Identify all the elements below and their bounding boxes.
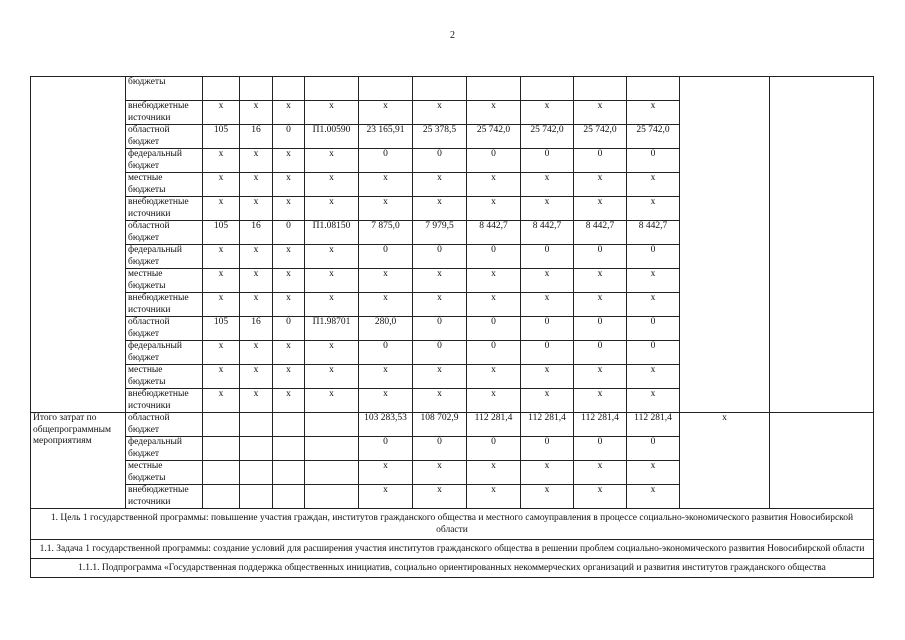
value-cell: x <box>359 197 413 221</box>
funding-source-cell: внебюджетные источники <box>126 293 203 317</box>
value-cell: 0 <box>627 341 680 365</box>
value-cell: x <box>413 389 467 413</box>
value-cell: x <box>240 197 273 221</box>
value-cell: 0 <box>467 245 521 269</box>
value-cell: x <box>305 389 359 413</box>
funding-source-cell: местные бюджеты <box>126 269 203 293</box>
value-cell: x <box>413 365 467 389</box>
funding-source-cell: внебюджетные источники <box>126 389 203 413</box>
value-cell <box>240 461 273 485</box>
value-cell: x <box>413 485 467 509</box>
value-cell: 16 <box>240 317 273 341</box>
value-cell: x <box>273 197 305 221</box>
value-cell: 0 <box>273 317 305 341</box>
value-cell: x <box>627 389 680 413</box>
value-cell <box>203 77 240 101</box>
value-cell <box>305 461 359 485</box>
value-cell: x <box>521 101 574 125</box>
value-cell: x <box>574 365 627 389</box>
value-cell: П1.08150 <box>305 221 359 245</box>
budget-table <box>30 76 874 578</box>
value-cell: 0 <box>574 245 627 269</box>
value-cell: 0 <box>467 317 521 341</box>
value-cell: x <box>305 101 359 125</box>
value-cell: 0 <box>359 245 413 269</box>
value-cell <box>203 437 240 461</box>
goal-row <box>31 509 874 540</box>
value-cell: x <box>273 149 305 173</box>
value-cell: 0 <box>627 437 680 461</box>
value-cell: x <box>521 173 574 197</box>
value-cell: x <box>521 293 574 317</box>
value-cell: x <box>467 173 521 197</box>
funding-source-cell: внебюджетные источники <box>126 197 203 221</box>
funding-source-cell: бюджеты <box>126 77 203 101</box>
value-cell: x <box>203 341 240 365</box>
value-cell <box>305 77 359 101</box>
goal-row-text: 1. Цель 1 государственной программы: повышение участия граждан, институтов гражданского общества и местного самоуправления в процессе социально-экономического развития Новосибирской области <box>31 509 874 540</box>
value-cell: x <box>467 365 521 389</box>
value-cell: П1.98701 <box>305 317 359 341</box>
value-cell: 0 <box>359 149 413 173</box>
value-cell: 0 <box>413 437 467 461</box>
value-cell: x <box>305 293 359 317</box>
value-cell: 280,0 <box>359 317 413 341</box>
value-cell: 108 702,9 <box>413 413 467 437</box>
value-cell: 112 281,4 <box>574 413 627 437</box>
value-cell <box>273 413 305 437</box>
funding-source-cell: федеральный бюджет <box>126 341 203 365</box>
value-cell: x <box>574 461 627 485</box>
value-cell: x <box>240 365 273 389</box>
funding-source-cell: местные бюджеты <box>126 173 203 197</box>
value-cell: x <box>467 389 521 413</box>
value-cell <box>203 485 240 509</box>
value-cell: x <box>627 461 680 485</box>
value-cell: 112 281,4 <box>627 413 680 437</box>
value-cell: 105 <box>203 221 240 245</box>
value-cell: x <box>203 293 240 317</box>
page-number: 2 <box>450 30 455 41</box>
value-cell: x <box>627 485 680 509</box>
value-cell: x <box>574 293 627 317</box>
value-cell: x <box>521 461 574 485</box>
value-cell: x <box>203 173 240 197</box>
value-cell: x <box>273 101 305 125</box>
value-cell: x <box>203 269 240 293</box>
value-cell: x <box>240 389 273 413</box>
value-cell <box>273 461 305 485</box>
funding-source-cell: областной бюджет <box>126 413 203 437</box>
value-cell: 0 <box>574 317 627 341</box>
value-cell: 0 <box>521 341 574 365</box>
value-cell: x <box>240 293 273 317</box>
value-cell: x <box>413 173 467 197</box>
value-cell <box>203 461 240 485</box>
value-cell: x <box>627 293 680 317</box>
table-row <box>31 77 874 101</box>
value-cell: x <box>305 173 359 197</box>
value-cell: 112 281,4 <box>467 413 521 437</box>
value-cell: x <box>521 269 574 293</box>
result-cell <box>680 77 770 413</box>
value-cell: 7 875,0 <box>359 221 413 245</box>
value-cell: x <box>305 269 359 293</box>
value-cell: x <box>203 365 240 389</box>
value-cell: 0 <box>467 437 521 461</box>
funding-source-cell: местные бюджеты <box>126 461 203 485</box>
value-cell: x <box>240 245 273 269</box>
value-cell: 23 165,91 <box>359 125 413 149</box>
value-cell: 25 378,5 <box>413 125 467 149</box>
funding-source-cell: местные бюджеты <box>126 365 203 389</box>
value-cell: x <box>359 173 413 197</box>
value-cell: x <box>467 293 521 317</box>
task-row-text: 1.1. Задача 1 государственной программы: создание условий для расширения участия институтов гражданского общества в решении проблем социально-экономического развития Новосибирской области <box>31 540 874 559</box>
value-cell: x <box>240 173 273 197</box>
value-cell: x <box>627 173 680 197</box>
funding-source-cell: федеральный бюджет <box>126 437 203 461</box>
value-cell: 0 <box>627 149 680 173</box>
value-cell: 0 <box>627 317 680 341</box>
value-cell: 0 <box>574 437 627 461</box>
value-cell <box>467 77 521 101</box>
value-cell: x <box>359 293 413 317</box>
value-cell: 105 <box>203 125 240 149</box>
value-cell: 25 742,0 <box>574 125 627 149</box>
value-cell <box>305 437 359 461</box>
value-cell <box>240 437 273 461</box>
funding-source-cell: внебюджетные источники <box>126 485 203 509</box>
value-cell: x <box>273 269 305 293</box>
value-cell: x <box>273 389 305 413</box>
value-cell: x <box>305 341 359 365</box>
value-cell: x <box>203 101 240 125</box>
value-cell: x <box>413 461 467 485</box>
value-cell: 0 <box>574 341 627 365</box>
value-cell: 103 283,53 <box>359 413 413 437</box>
funding-source-cell: внебюджетные источники <box>126 101 203 125</box>
value-cell: x <box>627 269 680 293</box>
value-cell: x <box>521 197 574 221</box>
funding-source-cell: областной бюджет <box>126 317 203 341</box>
value-cell: x <box>521 365 574 389</box>
value-cell: x <box>574 101 627 125</box>
value-cell: x <box>521 485 574 509</box>
value-cell: 112 281,4 <box>521 413 574 437</box>
value-cell: 8 442,7 <box>574 221 627 245</box>
value-cell: 0 <box>413 317 467 341</box>
value-cell: x <box>627 365 680 389</box>
value-cell <box>240 77 273 101</box>
value-cell: 0 <box>521 437 574 461</box>
value-cell <box>574 77 627 101</box>
value-cell: x <box>413 293 467 317</box>
value-cell: x <box>240 341 273 365</box>
value-cell: 0 <box>273 125 305 149</box>
subprogram-row <box>31 559 874 578</box>
value-cell: x <box>273 365 305 389</box>
value-cell: 0 <box>467 149 521 173</box>
value-cell: x <box>273 173 305 197</box>
value-cell <box>359 77 413 101</box>
value-cell <box>521 77 574 101</box>
value-cell: 0 <box>627 245 680 269</box>
value-cell: 0 <box>574 149 627 173</box>
value-cell: x <box>359 101 413 125</box>
funding-source-cell: федеральный бюджет <box>126 245 203 269</box>
value-cell: x <box>203 389 240 413</box>
value-cell: x <box>203 245 240 269</box>
value-cell <box>240 413 273 437</box>
value-cell <box>305 485 359 509</box>
value-cell: 0 <box>521 317 574 341</box>
subprogram-row-text: 1.1.1. Подпрограмма «Государственная поддержка общественных инициатив, социально ориентированных некоммерческих организаций и развития институтов гражданского общества <box>31 559 874 578</box>
value-cell: 0 <box>521 149 574 173</box>
value-cell: 8 442,7 <box>521 221 574 245</box>
summary-label-cell: Итого затрат по общепрограммным мероприятиям <box>31 413 126 509</box>
task-row <box>31 540 874 559</box>
value-cell <box>273 77 305 101</box>
value-cell: 0 <box>359 437 413 461</box>
value-cell: x <box>273 293 305 317</box>
value-cell: 0 <box>273 221 305 245</box>
value-cell: 0 <box>413 149 467 173</box>
result-cell: x <box>680 413 770 509</box>
value-cell: 25 742,0 <box>521 125 574 149</box>
value-cell: 25 742,0 <box>467 125 521 149</box>
funding-source-cell: областной бюджет <box>126 221 203 245</box>
value-cell: 8 442,7 <box>627 221 680 245</box>
value-cell: x <box>203 197 240 221</box>
value-cell: x <box>305 365 359 389</box>
value-cell: x <box>521 389 574 413</box>
value-cell: 25 742,0 <box>627 125 680 149</box>
value-cell <box>240 485 273 509</box>
executor-cell <box>770 413 874 509</box>
value-cell: x <box>467 485 521 509</box>
value-cell: x <box>359 269 413 293</box>
value-cell: 105 <box>203 317 240 341</box>
value-cell: x <box>413 197 467 221</box>
value-cell: x <box>467 269 521 293</box>
value-cell: x <box>273 245 305 269</box>
value-cell <box>203 413 240 437</box>
summary-row <box>31 413 874 437</box>
value-cell: x <box>203 149 240 173</box>
value-cell: x <box>574 269 627 293</box>
funding-source-cell: федеральный бюджет <box>126 149 203 173</box>
value-cell <box>273 437 305 461</box>
executor-cell <box>770 77 874 413</box>
value-cell: 0 <box>521 245 574 269</box>
value-cell: 0 <box>359 341 413 365</box>
value-cell <box>305 413 359 437</box>
value-cell: x <box>359 389 413 413</box>
value-cell: П1.00590 <box>305 125 359 149</box>
value-cell: x <box>627 197 680 221</box>
value-cell: x <box>574 389 627 413</box>
value-cell: x <box>305 245 359 269</box>
program-event-cell <box>31 77 126 413</box>
value-cell: 16 <box>240 221 273 245</box>
value-cell: x <box>574 197 627 221</box>
value-cell: 8 442,7 <box>467 221 521 245</box>
value-cell: x <box>359 365 413 389</box>
value-cell: x <box>627 101 680 125</box>
value-cell: x <box>467 197 521 221</box>
value-cell: x <box>240 269 273 293</box>
value-cell: x <box>359 461 413 485</box>
value-cell: 0 <box>413 245 467 269</box>
value-cell: x <box>305 197 359 221</box>
value-cell: 16 <box>240 125 273 149</box>
value-cell: x <box>467 461 521 485</box>
value-cell <box>273 485 305 509</box>
value-cell: x <box>574 485 627 509</box>
value-cell: x <box>240 149 273 173</box>
value-cell <box>413 77 467 101</box>
value-cell <box>627 77 680 101</box>
value-cell: x <box>305 149 359 173</box>
funding-source-cell: областной бюджет <box>126 125 203 149</box>
value-cell: 7 979,5 <box>413 221 467 245</box>
value-cell: x <box>240 101 273 125</box>
value-cell: x <box>273 341 305 365</box>
value-cell: x <box>467 101 521 125</box>
value-cell: x <box>574 173 627 197</box>
value-cell: x <box>413 101 467 125</box>
value-cell: x <box>413 269 467 293</box>
value-cell: 0 <box>467 341 521 365</box>
value-cell: x <box>359 485 413 509</box>
value-cell: 0 <box>413 341 467 365</box>
